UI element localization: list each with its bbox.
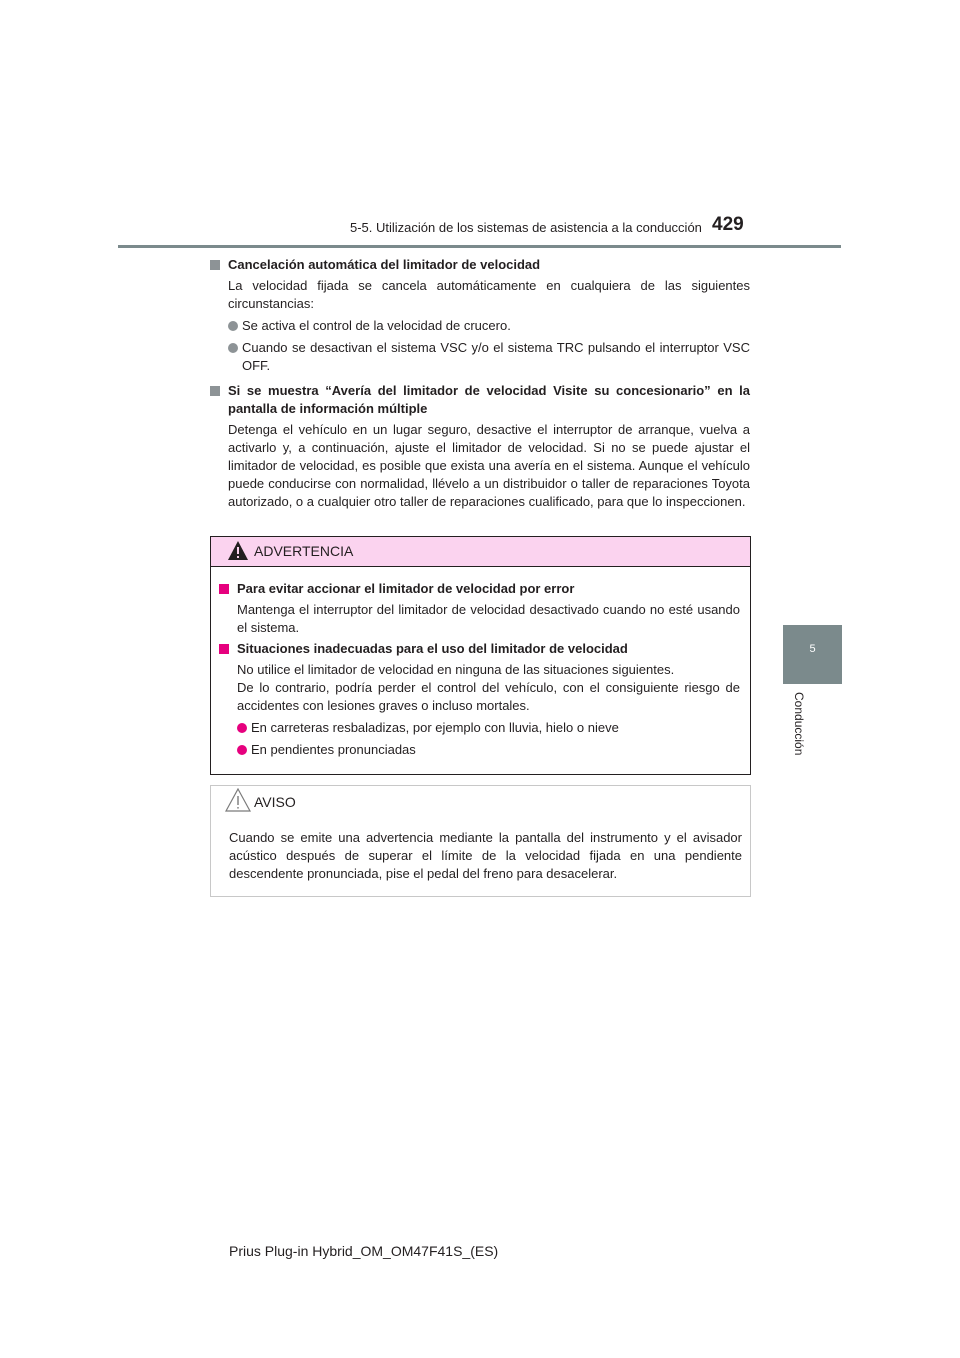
warning-body xyxy=(211,567,750,759)
warning-box xyxy=(210,536,751,775)
section-header-title: 5-5. Utilización de los sistemas de asistencia a la conducción xyxy=(350,220,702,235)
section-paragraph: Detenga el vehículo en un lugar seguro, desactive el interruptor de arranque, vuelva a activarlo y, a continuación, ajuste el limitador de velocidad. Si no se puede ajustar el limitador de velocidad, es posible que exista una avería en el sistema. Aunque el vehículo puede conducirse con normalidad, llévelo a un distribuidor o taller de reparaciones Toyota autorizado, o a cualquier otro taller de reparaciones cualificado, para que lo inspeccionen. xyxy=(228,422,750,509)
square-bullet-icon xyxy=(210,260,220,270)
section-paragraph: La velocidad fijada se cancela automáticamente en cualquiera de las siguientes circunstancias: xyxy=(228,278,750,311)
warning-item-text: No utilice el limitador de velocidad en ninguna de las situaciones siguientes. xyxy=(237,662,675,677)
warning-item-heading-text: Situaciones inadecuadas para el uso del limitador de velocidad xyxy=(237,641,628,656)
list-item-text: Cuando se desactivan el sistema VSC y/o el sistema TRC pulsando el interruptor VSC OFF. xyxy=(242,340,750,373)
warning-item-text: De lo contrario, podría perder el control del vehículo, con el consiguiente riesgo de accidentes con lesiones graves o incluso mortales. xyxy=(237,680,740,713)
warning-item-heading xyxy=(219,580,740,598)
list-item-text: Se activa el control de la velocidad de crucero. xyxy=(242,318,511,333)
list-item-text: En pendientes pronunciadas xyxy=(251,742,416,757)
square-bullet-icon xyxy=(219,644,229,654)
warning-triangle-icon xyxy=(228,541,248,560)
section-heading-text: Cancelación automática del limitador de velocidad xyxy=(228,257,541,272)
notice-box xyxy=(210,785,751,897)
chapter-tab-label: Conducción xyxy=(792,692,806,756)
page-number: 429 xyxy=(712,214,744,235)
list-item xyxy=(228,317,750,335)
circle-bullet-icon xyxy=(237,745,247,755)
header-divider xyxy=(118,245,841,248)
list-item-text: En carreteras resbaladizas, por ejemplo con lluvia, hielo o nieve xyxy=(251,720,619,735)
chapter-tab-number: 5 xyxy=(809,643,816,655)
warning-item-heading xyxy=(219,640,740,658)
notice-label: AVISO xyxy=(254,794,296,810)
section-heading xyxy=(210,382,750,418)
list-item xyxy=(237,719,740,737)
circle-bullet-icon xyxy=(228,321,238,331)
warning-item-text: Mantenga el interruptor del limitador de velocidad desactivado cuando no esté usando el sistema. xyxy=(237,602,740,635)
circle-bullet-icon xyxy=(228,343,238,353)
caution-triangle-icon xyxy=(225,788,251,812)
section-heading-text: Si se muestra “Avería del limitador de velocidad Visite su concesionario” en la pantalla de información múltiple xyxy=(228,383,750,416)
document-footer: Prius Plug-in Hybrid_OM_OM47F41S_(ES) xyxy=(229,1243,499,1259)
square-bullet-icon xyxy=(210,386,220,396)
list-item xyxy=(237,741,740,759)
section-heading xyxy=(210,256,750,274)
notice-text: Cuando se emite una advertencia mediante la pantalla del instrumento y el avisador acústico después de superar el límite de la velocidad fijada en una pendiente descendente pronunciada, pise el pedal del freno para desacelerar. xyxy=(229,830,742,881)
notice-header xyxy=(211,786,750,818)
main-content xyxy=(210,256,750,511)
warning-header xyxy=(211,537,750,567)
circle-bullet-icon xyxy=(237,723,247,733)
warning-item-heading-text: Para evitar accionar el limitador de velocidad por error xyxy=(237,581,575,596)
warning-label: ADVERTENCIA xyxy=(254,543,354,559)
square-bullet-icon xyxy=(219,584,229,594)
list-item xyxy=(228,339,750,375)
